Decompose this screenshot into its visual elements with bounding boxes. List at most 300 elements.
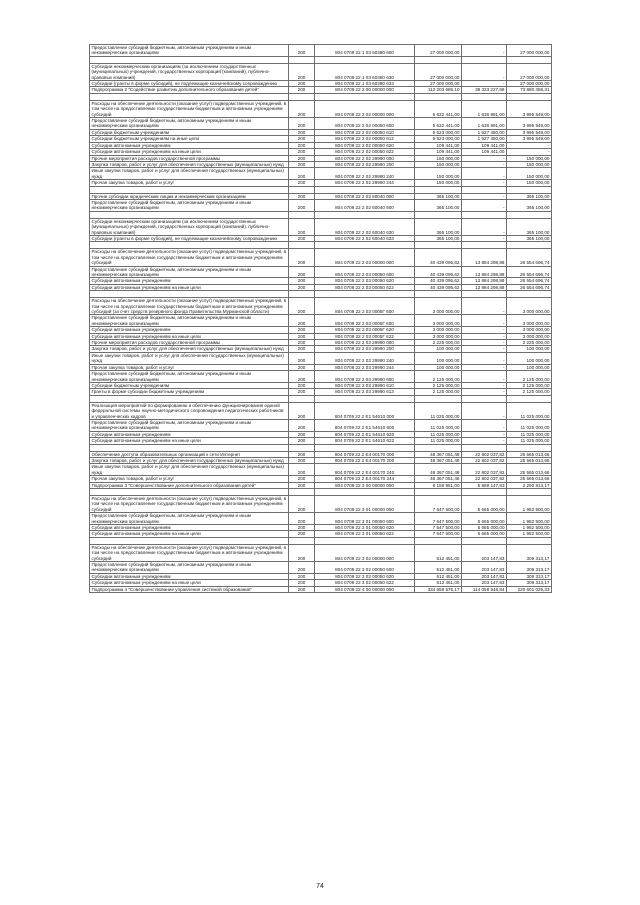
row-executed-amount-cell: -	[462, 346, 507, 352]
row-classification-code-cell: 804 0709 22 2 03 00050 622	[315, 284, 415, 290]
row-approved-amount-cell: 40 439 095,62	[415, 284, 462, 290]
row-classification-code-cell: 804 0709 22 2 03 29990 244	[315, 364, 415, 370]
row-executed-amount-cell: -	[462, 161, 507, 167]
row-unexecuted-amount-cell: 150 000,00	[507, 155, 552, 161]
row-unexecuted-amount-cell: 2 125 000,00	[507, 382, 552, 388]
row-executed-amount-cell: 22 802 037,82	[462, 457, 507, 463]
spacer-cell	[315, 395, 415, 402]
spacer-cell	[315, 186, 415, 193]
row-approved-amount-cell: 7 647 500,00	[415, 531, 462, 537]
row-name-cell: Реализация мероприятий по формированию и обеспечению функционирования единой федеральной системы научно-методического сопровождения педагогических работников и управленческих кадров	[90, 402, 289, 419]
row-approved-amount-cell: 512 451,00	[415, 573, 462, 579]
row-approved-amount-cell: 7 647 500,00	[415, 496, 462, 513]
table-row	[90, 562, 552, 574]
row-approved-amount-cell: 334 659 576,17	[415, 586, 462, 592]
row-classification-code-cell: 804 0709 22 3 02 00050 622	[315, 580, 415, 586]
spacer-cell	[315, 291, 415, 298]
table-row	[90, 168, 552, 180]
row-classification-code-cell: 804 0709 22 2 02 60040 633	[315, 235, 415, 241]
row-code-cell: 200	[289, 87, 315, 93]
table-row	[90, 266, 552, 278]
spacer-cell	[415, 93, 462, 100]
row-name-cell: Иные закупки товаров, работ и услуг для обеспечения государственных (муниципальных) нужд	[90, 464, 289, 476]
row-approved-amount-cell: 40 439 095,62	[415, 278, 462, 284]
row-executed-amount-cell: 22 802 037,82	[462, 476, 507, 482]
spacer-cell	[415, 186, 462, 193]
row-name-cell: Закупка товаров, работ и услуг для обеспечения государственных (муниципальных) нужд	[90, 161, 289, 167]
row-executed-amount-cell: 22 802 037,82	[462, 464, 507, 476]
row-unexecuted-amount-cell: 26 554 696,74	[507, 278, 552, 284]
row-name-cell: Предоставление субсидий бюджетным, автономным учреждениям и иным некоммерческим организациям	[90, 419, 289, 431]
row-approved-amount-cell: 109 441,00	[415, 149, 462, 155]
spacer-cell	[415, 291, 462, 298]
row-approved-amount-cell: 365 100,00	[415, 199, 462, 211]
row-approved-amount-cell: 40 439 095,62	[415, 249, 462, 266]
row-approved-amount-cell: 365 100,00	[415, 218, 462, 235]
row-approved-amount-cell: 27 000 000,00	[415, 81, 462, 87]
row-code-cell: 200	[289, 218, 315, 235]
row-classification-code-cell: 804 0709 22 4 00 00000 000	[315, 586, 415, 592]
row-name-cell: Субсидии автономным учреждениям на иные цели	[90, 284, 289, 290]
row-unexecuted-amount-cell: 220 601 025,33	[507, 586, 552, 592]
row-name-cell: Иные закупки товаров, работ и услуг для обеспечения государственных (муниципальных) нужд	[90, 168, 289, 180]
spacer-cell	[289, 395, 315, 402]
row-code-cell: 200	[289, 438, 315, 444]
row-approved-amount-cell: 11 025 000,00	[415, 438, 462, 444]
row-executed-amount-cell: -	[462, 327, 507, 333]
spacer-cell	[462, 444, 507, 451]
row-unexecuted-amount-cell: 11 025 000,00	[507, 402, 552, 419]
spacer-cell	[507, 242, 552, 249]
row-code-cell: 200	[289, 155, 315, 161]
row-code-cell: 200	[289, 278, 315, 284]
spacer-cell	[462, 489, 507, 496]
row-spacer	[90, 291, 552, 298]
row-code-cell: 200	[289, 149, 315, 155]
spacer-cell	[315, 489, 415, 496]
row-name-cell: Субсидии автономным учреждениям на иные цели	[90, 531, 289, 537]
row-executed-amount-cell: -	[462, 298, 507, 315]
row-unexecuted-amount-cell: 150 000,00	[507, 180, 552, 186]
row-approved-amount-cell: 100 000,00	[415, 364, 462, 370]
row-code-cell: 200	[289, 496, 315, 513]
row-executed-amount-cell: 5 665 000,00	[462, 525, 507, 531]
row-code-cell: 200	[289, 81, 315, 87]
row-approved-amount-cell: 512 451,00	[415, 562, 462, 574]
row-executed-amount-cell: -	[462, 371, 507, 383]
row-name-cell: Прочая закупка товаров, работ и услуг	[90, 180, 289, 186]
row-unexecuted-amount-cell: 3 995 549,00	[507, 129, 552, 135]
row-classification-code-cell: 804 0709 22 3 02 00050 600	[315, 562, 415, 574]
table-row	[90, 63, 552, 80]
table-row	[90, 352, 552, 364]
row-classification-code-cell: 804 0709 22 3 02 00050 620	[315, 573, 415, 579]
row-code-cell: 200	[289, 180, 315, 186]
row-unexecuted-amount-cell: 100 000,00	[507, 364, 552, 370]
row-classification-code-cell: 804 0709 22 2 02 60040 000	[315, 193, 415, 199]
table-row	[90, 464, 552, 476]
row-unexecuted-amount-cell: 26 554 696,74	[507, 249, 552, 266]
row-approved-amount-cell: 112 203 686,10	[415, 87, 462, 93]
row-code-cell: 200	[289, 161, 315, 167]
row-code-cell: 200	[289, 586, 315, 592]
spacer-cell	[507, 93, 552, 100]
row-classification-code-cell: 804 0709 22 2 02 00050 600	[315, 118, 415, 130]
row-name-cell: Субсидии автономным учреждениям	[90, 431, 289, 437]
row-classification-code-cell: 804 0709 22 1 03 60380 633	[315, 81, 415, 87]
row-code-cell: 200	[289, 562, 315, 574]
row-approved-amount-cell: 5 523 000,00	[415, 129, 462, 135]
row-classification-code-cell: 804 0709 22 2 E1 54610 620	[315, 431, 415, 437]
row-unexecuted-amount-cell: 100 000,00	[507, 352, 552, 364]
row-code-cell: 200	[289, 531, 315, 537]
row-unexecuted-amount-cell: 365 100,00	[507, 218, 552, 235]
row-name-cell: Предоставление субсидий бюджетным, автономным учреждениям и иным некоммерческим организациям	[90, 45, 289, 57]
spacer-cell	[289, 444, 315, 451]
row-code-cell: 200	[289, 168, 315, 180]
row-unexecuted-amount-cell: 150 000,00	[507, 161, 552, 167]
row-classification-code-cell: 804 0709 22 2 E4 00170 244	[315, 476, 415, 482]
row-unexecuted-amount-cell: 150 000,00	[507, 168, 552, 180]
row-name-cell: Субсидии (гранты в форме субсидий), не подлежащие казначейскому сопровождению	[90, 235, 289, 241]
row-executed-amount-cell: -	[462, 155, 507, 161]
spacer-cell	[90, 444, 289, 451]
row-unexecuted-amount-cell: 3 995 549,00	[507, 100, 552, 117]
row-approved-amount-cell: 3 000 000,00	[415, 333, 462, 339]
row-classification-code-cell: 804 0709 22 3 02 00000 000	[315, 544, 415, 561]
row-spacer	[90, 537, 552, 544]
spacer-cell	[462, 56, 507, 63]
row-unexecuted-amount-cell: 365 100,00	[507, 193, 552, 199]
row-spacer	[90, 211, 552, 218]
row-name-cell: Обеспечение доступа образовательных организаций к сети Интернет	[90, 451, 289, 457]
row-executed-amount-cell: -	[462, 81, 507, 87]
row-executed-amount-cell: 109 441,00	[462, 149, 507, 155]
spacer-cell	[415, 537, 462, 544]
row-approved-amount-cell: 7 647 500,00	[415, 525, 462, 531]
row-name-cell: Субсидии автономным учреждениям на иные цели	[90, 149, 289, 155]
row-code-cell: 200	[289, 573, 315, 579]
row-unexecuted-amount-cell: 11 025 000,00	[507, 419, 552, 431]
row-code-cell: 200	[289, 63, 315, 80]
row-executed-amount-cell: -	[462, 180, 507, 186]
row-name-cell: Субсидии автономным учреждениям	[90, 327, 289, 333]
row-approved-amount-cell: 5 523 000,00	[415, 136, 462, 142]
row-code-cell: 200	[289, 45, 315, 57]
row-unexecuted-amount-cell: 1 982 500,00	[507, 496, 552, 513]
spacer-cell	[90, 186, 289, 193]
spacer-cell	[507, 291, 552, 298]
row-spacer	[90, 93, 552, 100]
row-code-cell: 200	[289, 389, 315, 395]
row-unexecuted-amount-cell: 3 000 000,00	[507, 333, 552, 339]
row-executed-amount-cell: 1 527 450,00	[462, 136, 507, 142]
row-classification-code-cell: 804 0709 22 2 02 29990 200	[315, 161, 415, 167]
spacer-cell	[462, 211, 507, 218]
row-code-cell: 200	[289, 513, 315, 525]
row-unexecuted-amount-cell: 73 880 458,31	[507, 87, 552, 93]
row-name-cell: Закупка товаров, работ и услуг для обеспечения государственных (муниципальных) нужд	[90, 457, 289, 463]
row-unexecuted-amount-cell: 309 313,17	[507, 544, 552, 561]
row-name-cell: Прочая закупка товаров, работ и услуг	[90, 364, 289, 370]
spacer-cell	[90, 93, 289, 100]
row-executed-amount-cell: 13 884 298,88	[462, 266, 507, 278]
row-code-cell: 200	[289, 352, 315, 364]
row-classification-code-cell: 804 0709 22 2 03 29990 600	[315, 371, 415, 383]
row-approved-amount-cell: 48 367 051,48	[415, 451, 462, 457]
row-executed-amount-cell: 203 147,83	[462, 580, 507, 586]
row-classification-code-cell: 804 0709 22 2 03 0005Г 620	[315, 327, 415, 333]
row-name-cell: Субсидии автономным учреждениям на иные цели	[90, 438, 289, 444]
row-executed-amount-cell: 1 527 450,00	[462, 129, 507, 135]
row-unexecuted-amount-cell: 27 000 000,00	[507, 81, 552, 87]
row-name-cell: Субсидии автономным учреждениям на иные цели	[90, 580, 289, 586]
row-code-cell: 200	[289, 100, 315, 117]
spacer-cell	[507, 395, 552, 402]
spacer-cell	[289, 93, 315, 100]
row-executed-amount-cell: -	[462, 315, 507, 327]
row-approved-amount-cell: 365 100,00	[415, 235, 462, 241]
table-row	[90, 371, 552, 383]
spacer-cell	[289, 186, 315, 193]
row-unexecuted-amount-cell: 3 000 000,00	[507, 315, 552, 327]
row-code-cell: 200	[289, 525, 315, 531]
row-unexecuted-amount-cell: 27 000 000,00	[507, 63, 552, 80]
table-row	[90, 544, 552, 561]
row-code-cell: 200	[289, 364, 315, 370]
row-approved-amount-cell: 48 367 051,48	[415, 464, 462, 476]
row-name-cell: Субсидии автономным учреждениям	[90, 525, 289, 531]
row-classification-code-cell: 804 0709 22 2 E1 54610 600	[315, 419, 415, 431]
table-row	[90, 249, 552, 266]
row-code-cell: 200	[289, 333, 315, 339]
row-approved-amount-cell: 150 000,00	[415, 161, 462, 167]
spacer-cell	[462, 395, 507, 402]
row-name-cell: Субсидии автономным учреждениям	[90, 142, 289, 148]
row-code-cell: 200	[289, 193, 315, 199]
spacer-cell	[289, 489, 315, 496]
row-unexecuted-amount-cell: 26 554 696,74	[507, 284, 552, 290]
row-code-cell: 200	[289, 340, 315, 346]
row-code-cell: 200	[289, 235, 315, 241]
row-code-cell: 200	[289, 284, 315, 290]
spacer-cell	[507, 444, 552, 451]
spacer-cell	[415, 489, 462, 496]
row-executed-amount-cell: -	[462, 235, 507, 241]
row-executed-amount-cell: -	[462, 193, 507, 199]
row-unexecuted-amount-cell: 365 100,00	[507, 199, 552, 211]
spacer-cell	[462, 93, 507, 100]
row-name-cell: Субсидии бюджетным учреждениям	[90, 382, 289, 388]
row-name-cell: Субсидии некоммерческим организациям (за исключением государственных (муниципальных) учреждений, государственных корпораций (компаний), публично-правовых компаний)	[90, 63, 289, 80]
spacer-cell	[90, 56, 289, 63]
row-name-cell: Расходы на обеспечение деятельности (оказание услуг) подведомственных учреждений, в том числе на предоставление государственным бюджетным и автономным учреждениям субсидий	[90, 496, 289, 513]
row-spacer	[90, 395, 552, 402]
row-unexecuted-amount-cell: 365 100,00	[507, 235, 552, 241]
row-approved-amount-cell: 2 125 000,00	[415, 371, 462, 383]
row-unexecuted-amount-cell: 309 313,17	[507, 580, 552, 586]
row-approved-amount-cell: 48 367 051,48	[415, 457, 462, 463]
row-name-cell: Предоставление субсидий бюджетным, автономным учреждениям и иным некоммерческим организациям	[90, 266, 289, 278]
row-executed-amount-cell: -	[462, 419, 507, 431]
row-executed-amount-cell: 13 884 298,88	[462, 278, 507, 284]
table-row	[90, 586, 552, 592]
row-code-cell: 200	[289, 315, 315, 327]
row-classification-code-cell: 804 0709 22 2 03 29990 613	[315, 389, 415, 395]
spacer-cell	[315, 444, 415, 451]
row-name-cell: Субсидии автономным учреждениям на иные цели	[90, 333, 289, 339]
budget-execution-table	[89, 44, 552, 593]
row-unexecuted-amount-cell: -	[507, 142, 552, 148]
spacer-cell	[315, 242, 415, 249]
table-row	[90, 118, 552, 130]
row-executed-amount-cell: 1 636 891,00	[462, 100, 507, 117]
row-classification-code-cell: 804 0709 22 2 03 29990 240	[315, 352, 415, 364]
row-executed-amount-cell: -	[462, 431, 507, 437]
row-unexecuted-amount-cell: 26 554 696,74	[507, 266, 552, 278]
row-unexecuted-amount-cell: 1 982 500,00	[507, 525, 552, 531]
spacer-cell	[315, 56, 415, 63]
row-code-cell: 200	[289, 327, 315, 333]
table-body	[90, 45, 552, 593]
row-classification-code-cell: 804 0709 22 2 02 60040 630	[315, 218, 415, 235]
row-unexecuted-amount-cell: 2 290 813,17	[507, 482, 552, 488]
row-approved-amount-cell: 365 100,00	[415, 193, 462, 199]
row-classification-code-cell: 804 0709 22 2 02 00050 620	[315, 142, 415, 148]
row-name-cell: Подпрограмма 3 "Совершенствование дополнительного образования детей"	[90, 482, 289, 488]
row-code-cell: 200	[289, 118, 315, 130]
row-executed-amount-cell: -	[462, 199, 507, 211]
row-spacer	[90, 444, 552, 451]
row-executed-amount-cell: -	[462, 352, 507, 364]
row-approved-amount-cell: 11 025 000,00	[415, 419, 462, 431]
table-row	[90, 315, 552, 327]
row-name-cell: Предоставление субсидий бюджетным, автономным учреждениям и иным некоммерческим организациям	[90, 371, 289, 383]
row-unexecuted-amount-cell: 27 000 000,00	[507, 45, 552, 57]
row-approved-amount-cell: 2 125 000,00	[415, 382, 462, 388]
row-name-cell: Предоставление субсидий бюджетным, автономным учреждениям и иным некоммерческим организациям	[90, 315, 289, 327]
row-classification-code-cell: 804 0709 22 2 02 29990 000	[315, 155, 415, 161]
row-code-cell: 200	[289, 346, 315, 352]
row-name-cell: Предоставление субсидий бюджетным, автономным учреждениям и иным некоммерческим организациям	[90, 562, 289, 574]
row-code-cell: 200	[289, 142, 315, 148]
row-unexecuted-amount-cell: 100 000,00	[507, 346, 552, 352]
row-executed-amount-cell: -	[462, 45, 507, 57]
row-classification-code-cell: 804 0709 22 3 01 00000 000	[315, 496, 415, 513]
row-code-cell: 200	[289, 266, 315, 278]
row-approved-amount-cell: 3 000 000,00	[415, 315, 462, 327]
row-approved-amount-cell: 5 632 441,00	[415, 118, 462, 130]
row-classification-code-cell: 804 0709 22 2 03 29990 200	[315, 346, 415, 352]
spacer-cell	[289, 56, 315, 63]
row-unexecuted-amount-cell: 25 565 013,66	[507, 464, 552, 476]
row-unexecuted-amount-cell: 1 982 500,00	[507, 531, 552, 537]
row-code-cell: 200	[289, 419, 315, 431]
row-classification-code-cell: 804 0709 22 2 02 00050 610	[315, 129, 415, 135]
row-classification-code-cell: 804 0709 22 2 E4 00170 000	[315, 451, 415, 457]
row-code-cell: 200	[289, 382, 315, 388]
spacer-cell	[315, 537, 415, 544]
spacer-cell	[507, 56, 552, 63]
spacer-cell	[90, 242, 289, 249]
spacer-cell	[462, 186, 507, 193]
row-code-cell: 200	[289, 371, 315, 383]
row-classification-code-cell: 804 0709 22 2 00 00000 000	[315, 87, 415, 93]
spacer-cell	[462, 291, 507, 298]
row-name-cell: Прочая закупка товаров, работ и услуг	[90, 476, 289, 482]
row-code-cell: 200	[289, 431, 315, 437]
row-name-cell: Закупка товаров, работ и услуг для обеспечения государственных (муниципальных) нужд	[90, 346, 289, 352]
row-executed-amount-cell: -	[462, 402, 507, 419]
row-code-cell: 200	[289, 544, 315, 561]
row-name-cell: Субсидии бюджетным учреждениям	[90, 129, 289, 135]
row-code-cell: 200	[289, 199, 315, 211]
row-approved-amount-cell: 100 000,00	[415, 352, 462, 364]
row-name-cell: Иные закупки товаров, работ и услуг для обеспечения государственных (муниципальных) нужд	[90, 352, 289, 364]
row-name-cell: Субсидии бюджетным учреждениям на иные цели	[90, 136, 289, 142]
spacer-cell	[415, 444, 462, 451]
row-classification-code-cell: 804 0709 22 3 00 00000 000	[315, 482, 415, 488]
row-code-cell: 200	[289, 482, 315, 488]
row-executed-amount-cell: -	[462, 63, 507, 80]
row-executed-amount-cell: 114 058 548,84	[462, 586, 507, 592]
row-executed-amount-cell: -	[462, 340, 507, 346]
row-approved-amount-cell: 150 000,00	[415, 180, 462, 186]
row-classification-code-cell: 804 0709 22 2 02 29990 240	[315, 168, 415, 180]
row-unexecuted-amount-cell: 25 565 013,66	[507, 476, 552, 482]
row-unexecuted-amount-cell: 309 313,17	[507, 562, 552, 574]
row-executed-amount-cell: 22 802 037,82	[462, 451, 507, 457]
row-executed-amount-cell: 5 665 000,00	[462, 513, 507, 525]
row-unexecuted-amount-cell: 3 000 000,00	[507, 298, 552, 315]
row-unexecuted-amount-cell: 3 000 000,00	[507, 327, 552, 333]
row-classification-code-cell: 804 0709 22 2 02 00050 612	[315, 136, 415, 142]
row-executed-amount-cell: 5 665 000,00	[462, 496, 507, 513]
spacer-cell	[90, 489, 289, 496]
row-name-cell: Подпрограмма 2 "Содействие развитию дополнительного образования детей"	[90, 87, 289, 93]
row-classification-code-cell: 804 0709 22 2 03 0005Г 600	[315, 315, 415, 327]
row-executed-amount-cell: -	[462, 333, 507, 339]
spacer-cell	[507, 211, 552, 218]
row-name-cell: Расходы на обеспечение деятельности (оказание услуг) подведомственных учреждений, в том числе на предоставление государственным бюджетным и автономным учреждениям субсидий	[90, 249, 289, 266]
table-row	[90, 496, 552, 513]
row-unexecuted-amount-cell: 25 565 013,66	[507, 451, 552, 457]
row-approved-amount-cell: 7 647 500,00	[415, 513, 462, 525]
row-executed-amount-cell: 109 441,00	[462, 142, 507, 148]
row-name-cell: Прочие субсидии юридическим лицам и некоммерческим организациям	[90, 193, 289, 199]
row-executed-amount-cell: 203 147,83	[462, 573, 507, 579]
row-name-cell: Субсидии автономным учреждениям	[90, 278, 289, 284]
row-name-cell: Субсидии (гранты в форме субсидий), не подлежащие казначейскому сопровождению	[90, 81, 289, 87]
spacer-cell	[415, 242, 462, 249]
row-code-cell: 200	[289, 136, 315, 142]
row-executed-amount-cell: 13 884 298,88	[462, 249, 507, 266]
row-code-cell: 200	[289, 476, 315, 482]
row-executed-amount-cell: 203 147,83	[462, 544, 507, 561]
row-name-cell: Субсидии некоммерческим организациям (за исключением государственных (муниципальных) учреждений, государственных корпораций (компаний), публично-правовых компаний)	[90, 218, 289, 235]
row-classification-code-cell: 804 0709 22 2 03 0005Г 622	[315, 333, 415, 339]
row-classification-code-cell: 804 0709 22 2 02 00000 000	[315, 100, 415, 117]
row-executed-amount-cell: -	[462, 168, 507, 180]
row-spacer	[90, 56, 552, 63]
row-classification-code-cell: 804 0709 22 3 01 00050 622	[315, 531, 415, 537]
spacer-cell	[415, 395, 462, 402]
row-name-cell: Расходы на обеспечение деятельности (оказание услуг) подведомственных учреждений, в том числе на предоставление государственным бюджетным и автономным учреждениям субсидий	[90, 544, 289, 561]
row-code-cell: 200	[289, 298, 315, 315]
spacer-cell	[415, 56, 462, 63]
row-name-cell: Подпрограмма 4 "Совершенствование управления системой образования"	[90, 586, 289, 592]
row-name-cell: Предоставление субсидий бюджетным, автономным учреждениям и иным некоммерческим организациям	[90, 199, 289, 211]
